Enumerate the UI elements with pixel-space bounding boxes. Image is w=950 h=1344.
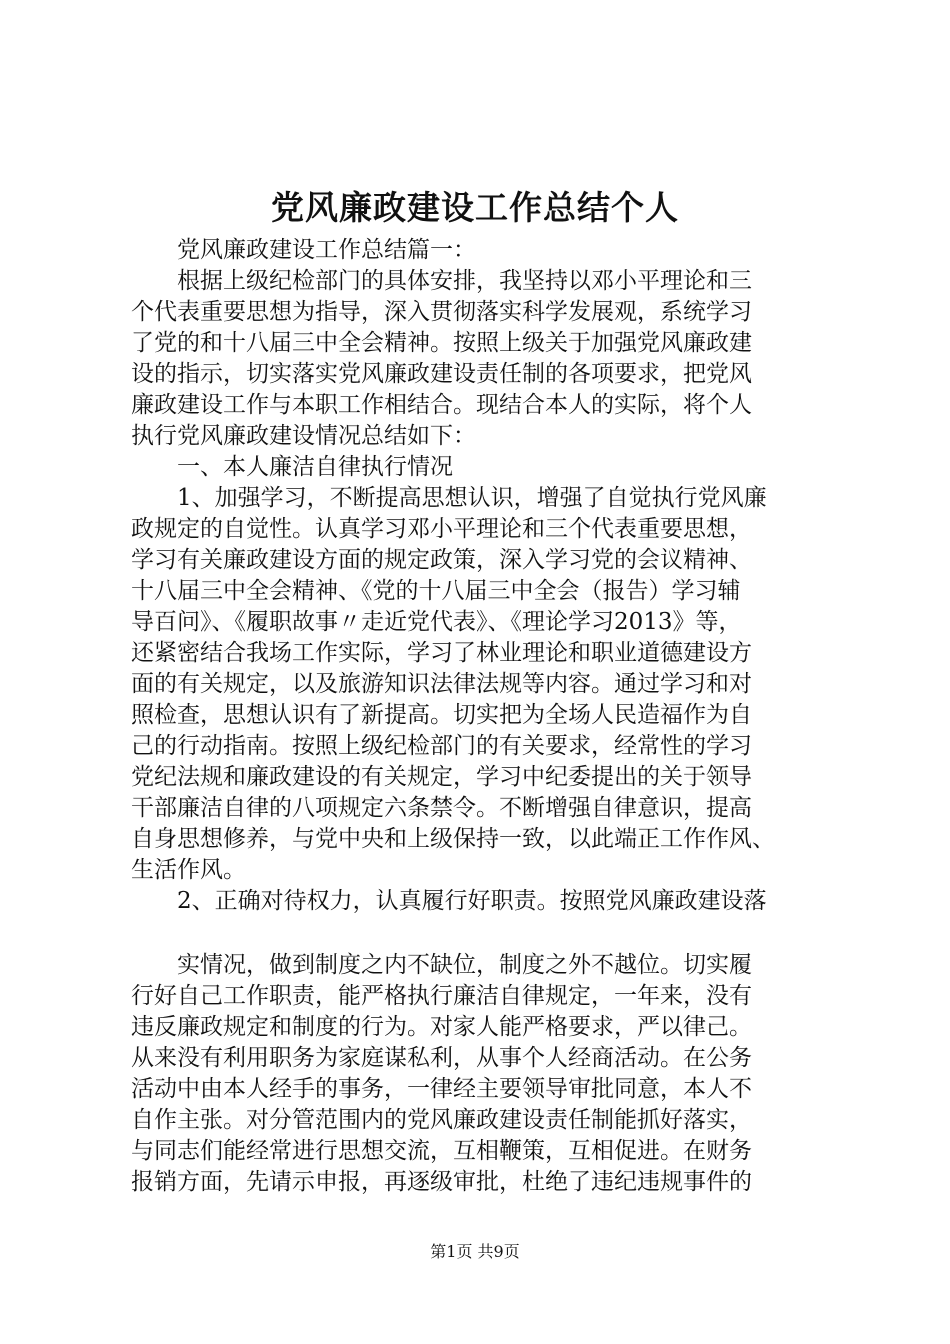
body-line: 与同志们能经常进行思想交流，互相鞭策，互相促进。在财务	[131, 1138, 752, 1164]
body-line: 行好自己工作职责，能严格执行廉洁自律规定，一年来，没有	[131, 983, 752, 1009]
body-line: 违反廉政规定和制度的行为。对家人能严格要求，严以律己。	[131, 1014, 752, 1040]
body-line: 实情况，做到制度之内不缺位，制度之外不越位。切实履	[131, 952, 752, 978]
body-line: 自身思想修养，与党中央和上级保持一致，以此端正工作作风、	[131, 826, 775, 852]
body-line: 党风廉政建设工作总结篇一：	[131, 237, 476, 263]
body-line: 根据上级纪检部门的具体安排，我坚持以邓小平理论和三	[131, 268, 752, 294]
section-heading: 一、本人廉洁自律执行情况	[131, 454, 453, 480]
body-line: 个代表重要思想为指导，深入贯彻落实科学发展观，系统学习	[131, 299, 752, 325]
body-line: 还紧密结合我场工作实际，学习了林业理论和职业道德建设方	[131, 640, 752, 666]
body-line: 从来没有利用职务为家庭谋私利，从事个人经商活动。在公务	[131, 1045, 752, 1071]
body-line: 生活作风。	[131, 857, 246, 883]
body-line: 报销方面，先请示申报，再逐级审批，杜绝了违纪违规事件的	[131, 1169, 752, 1195]
body-line: 照检查，思想认识有了新提高。切实把为全场人民造福作为自	[131, 702, 752, 728]
body-line: 设的指示，切实落实党风廉政建设责任制的各项要求，把党风	[131, 361, 752, 387]
body-line: 自作主张。对分管范围内的党风廉政建设责任制能抓好落实，	[131, 1107, 752, 1133]
body-line: 执行党风廉政建设情况总结如下：	[131, 423, 476, 449]
document-title: 党风廉政建设工作总结个人	[271, 188, 679, 227]
body-line: 廉政建设工作与本职工作相结合。现结合本人的实际，将个人	[131, 392, 752, 418]
body-line: 十八届三中全会精神、《党的十八届三中全会（报告）学习辅	[131, 578, 741, 604]
body-line: 政规定的自觉性。认真学习邓小平理论和三个代表重要思想，	[131, 516, 752, 542]
body-line: 1、加强学习，不断提高思想认识，增强了自觉执行党风廉	[131, 485, 767, 511]
body-line: 党纪法规和廉政建设的有关规定，学习中纪委提出的关于领导	[131, 764, 752, 790]
body-line: 干部廉洁自律的八项规定六条禁令。不断增强自律意识，提高	[131, 795, 752, 821]
body-line: 面的有关规定，以及旅游知识法律法规等内容。通过学习和对	[131, 671, 752, 697]
body-line: 了党的和十八届三中全会精神。按照上级关于加强党风廉政建	[131, 330, 752, 356]
body-line: 2、正确对待权力，认真履行好职责。按照党风廉政建设落	[131, 888, 767, 914]
body-line: 导百问》、《履职故事〃走近党代表》、《理论学习2013》等，	[131, 609, 742, 635]
body-line: 学习有关廉政建设方面的规定政策，深入学习党的会议精神、	[131, 547, 752, 573]
body-line: 己的行动指南。按照上级纪检部门的有关要求，经常性的学习	[131, 733, 752, 759]
page-number: 第1页 共9页	[430, 1242, 520, 1261]
body-line: 活动中由本人经手的事务，一律经主要领导审批同意，本人不	[131, 1076, 752, 1102]
